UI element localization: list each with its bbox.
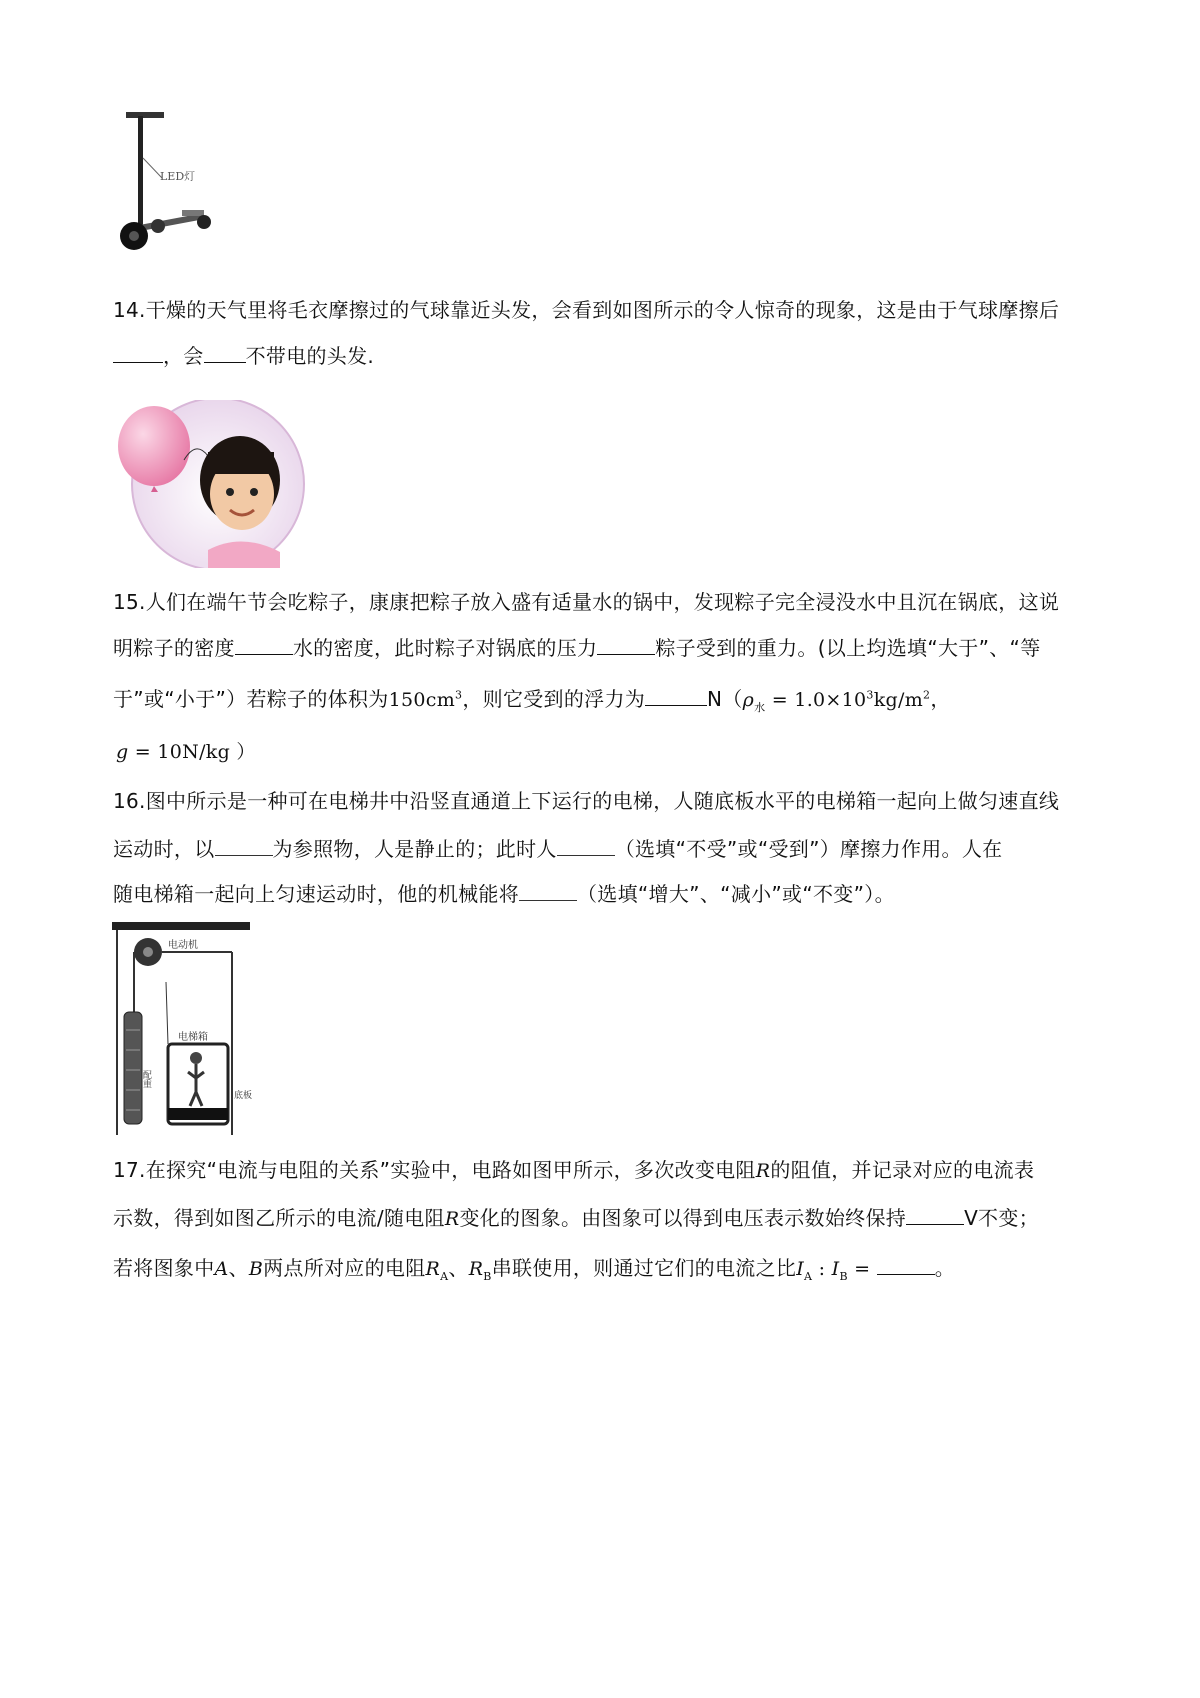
q15-text-1: 15.人们在端午节会吃粽子，康康把粽子放入盛有适量水的锅中，发现粽子完全浸没水中且沉在锅底，这说 — [113, 590, 1060, 614]
q15-blank-3[interactable] — [645, 683, 707, 706]
q15-blank-1[interactable] — [235, 632, 293, 655]
q14-blank-2[interactable] — [204, 340, 246, 363]
q14-line2 — [113, 340, 374, 370]
q17-text-3a: 若将图象中 — [113, 1256, 215, 1280]
q17-r-symbol-1: R — [755, 1160, 771, 1182]
q15-text-3a: 于”或“小于”）若粽子的体积为 — [113, 687, 389, 711]
q17-blank-2[interactable] — [877, 1252, 935, 1275]
q17-line2 — [113, 1202, 1039, 1233]
q17-point-a: A — [214, 1258, 229, 1280]
balloon-girl-figure — [112, 400, 308, 568]
q15-text-3c: N（ — [707, 687, 743, 711]
q17-separator: 、 — [228, 1256, 249, 1280]
q16-blank-1[interactable] — [215, 833, 273, 856]
q16-blank-2[interactable] — [557, 833, 615, 856]
q17-line3 — [113, 1252, 955, 1283]
q14-text-2a: ，会 — [163, 344, 204, 368]
q17-text-1a: 17.在探究“电流与电阻的关系”实验中，电路如图甲所示，多次改变电阻 — [113, 1158, 756, 1182]
q17-line1 — [113, 1156, 1034, 1185]
q15-g-symbol: g — [116, 741, 129, 763]
q17-rb: $R_B$ — [468, 1258, 492, 1283]
q15-blank-2[interactable] — [597, 632, 655, 655]
motor-label: 电动机 — [168, 940, 198, 951]
q15-text-2c: 粽子受到的重力。(以上均选填“大于”、“等 — [655, 636, 1041, 660]
q17-ra: $R_A$ — [425, 1258, 449, 1283]
q14-text-2b: 不带电的头发. — [245, 344, 375, 368]
q15-line1 — [113, 588, 1059, 616]
elevator-icon — [112, 920, 262, 1140]
q16-line1 — [113, 787, 1059, 815]
elevator-figure — [112, 920, 262, 1140]
q16-line3 — [113, 878, 895, 908]
counterweight-label: 配重 — [141, 1070, 151, 1088]
q17-r-symbol-2: R — [444, 1208, 460, 1230]
q15-line3 — [113, 683, 951, 714]
q17-text-2c: V不变； — [964, 1206, 1039, 1230]
q17-text-3d: 串联使用，则通过它们的电流之比 — [491, 1256, 797, 1280]
q17-current-ratio: $I_A$ : $I_B$ = — [796, 1258, 877, 1283]
q15-text-2b: 水的密度，此时粽子对锅底的压力 — [292, 636, 598, 660]
q16-blank-3[interactable] — [519, 878, 577, 901]
scooter-icon — [112, 108, 222, 268]
led-label: LED灯 — [160, 170, 196, 183]
q17-text-2b: 变化的图象。由图象可以得到电压表示数始终保持 — [459, 1206, 907, 1230]
q16-text-1: 16.图中所示是一种可在电梯井中沿竖直通道上下运行的电梯，人随底板水平的电梯箱一起向上做匀速直线 — [113, 789, 1060, 813]
q17-point-b: B — [248, 1258, 264, 1280]
q16-text-2b: 为参照物，人是静止的；此时人 — [272, 837, 557, 861]
q15-text-3b: ，则它受到的浮力为 — [462, 687, 646, 711]
q14-line1 — [113, 296, 1059, 324]
car-label: 电梯箱 — [178, 1032, 208, 1043]
q15-line2 — [113, 632, 1041, 662]
q17-text-1b: 的阻值，并记录对应的电流表 — [770, 1158, 1035, 1182]
q16-line2 — [113, 833, 1002, 863]
q15-volume: $150cm^3$ — [388, 688, 463, 711]
balloon-girl-icon — [112, 400, 308, 568]
q15-line4 — [116, 738, 256, 766]
q17-text-3c: 、 — [448, 1256, 469, 1280]
q14-blank-1[interactable] — [113, 340, 163, 363]
q17-text-3end: 。 — [934, 1256, 956, 1280]
q15-text-2a: 明粽子的密度 — [113, 636, 235, 660]
q17-blank-1[interactable] — [906, 1202, 964, 1225]
q15-text-3end: ， — [930, 687, 951, 711]
q16-text-2c: （选填“不受”或“受到”）摩擦力作用。人在 — [614, 837, 1003, 861]
q16-text-3a: 随电梯箱一起向上匀速运动时，他的机械能将 — [113, 882, 519, 906]
q16-text-3b: （选填“增大”、“减小”或“不变”）。 — [577, 882, 895, 906]
q17-text-3b: 两点所对应的电阻 — [263, 1256, 426, 1280]
floor-label: 底板 — [234, 1091, 253, 1101]
q15-density-formula: $\rho_水 = 1.0\times 10^3kg/m^2$ — [742, 688, 931, 714]
q17-text-2a: 示数，得到如图乙所示的电流/随电阻 — [113, 1206, 445, 1230]
q16-text-2a: 运动时，以 — [113, 837, 215, 861]
scooter-figure — [112, 108, 222, 268]
q14-text-1: 14.干燥的天气里将毛衣摩擦过的气球靠近头发，会看到如图所示的令人惊奇的现象，这是由于气球摩擦后 — [113, 298, 1060, 322]
q15-text-4: = 10N/kg ） — [128, 741, 256, 763]
